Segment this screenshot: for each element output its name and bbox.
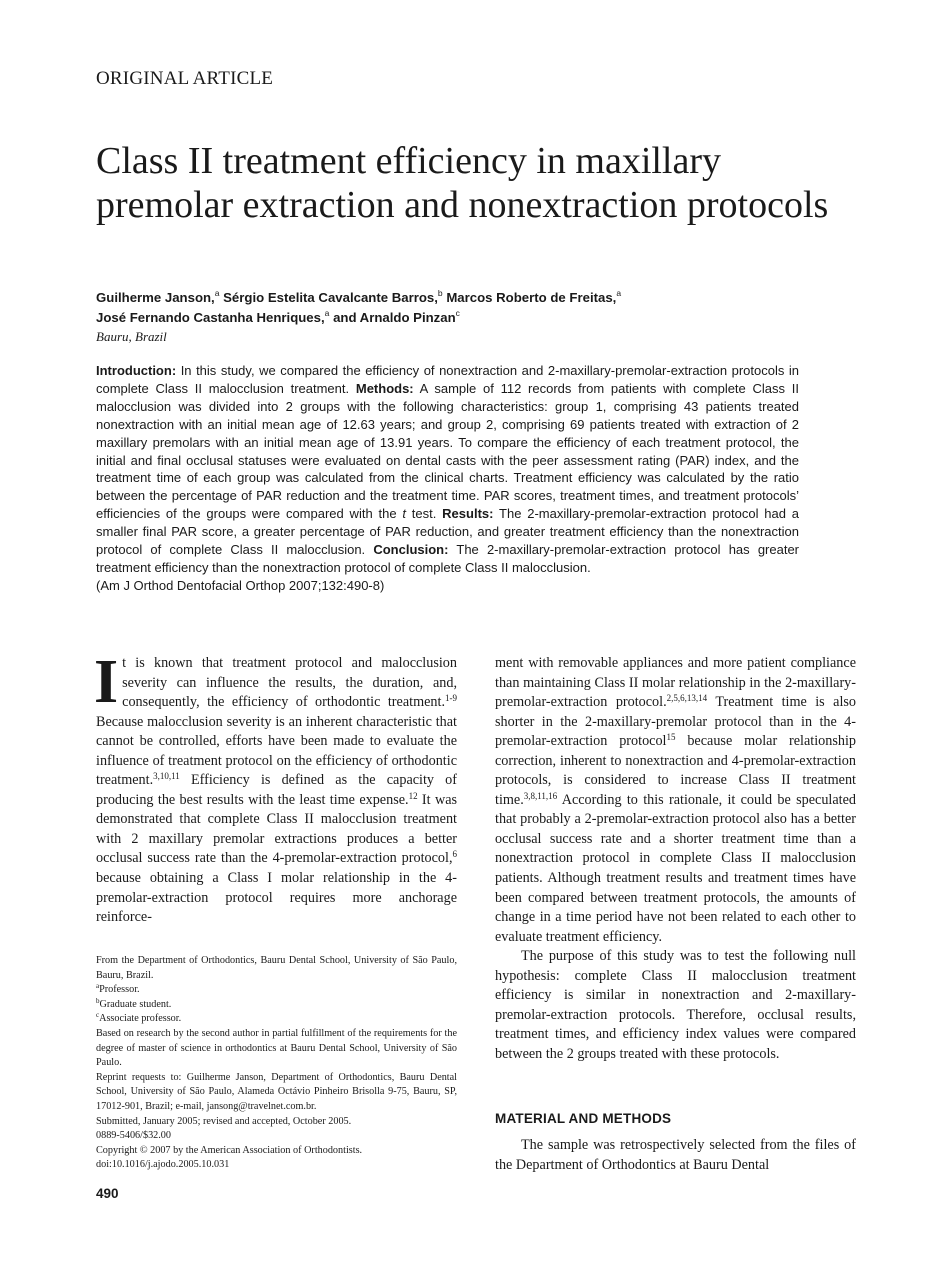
section-label: ORIGINAL ARTICLE [96, 68, 274, 89]
body-text: t is known that treatment protocol and malocclusion severity can influence the results, the duration, and, consequently, the efficiency of orthodontic treatment. [122, 655, 457, 711]
author-name: José Fernando Castanha Henriques, [96, 310, 325, 325]
body-text: ment with removable appliances and more patient compliance than maintaining Class II molar relationship in the 2-maxillary-premolar-extraction protocol. [495, 655, 856, 711]
author-name: Guilherme Janson, [96, 290, 215, 305]
reference-link[interactable]: 15 [666, 732, 676, 743]
footnote-copyright: Copyright © 2007 by the American Association of Orthodontists. [96, 1144, 363, 1156]
affiliation-mark: a [214, 288, 220, 298]
body-text: Efficiency is defined as the capacity of producing the best results with the least time expense. [96, 772, 457, 808]
footnote-mark: a [96, 982, 100, 991]
reference-link[interactable]: 2,5,6,13,14 [666, 693, 708, 704]
body-text: According to this rationale, it could be speculated that probably a 2-premolar-extraction protocol also has a better occlusal success rate and a shorter treatment time than a nonextraction protocol in complete Class II malocclusion patients. Although treatment results and treatment times have been compared between treatment protocols, the amounts of change in a time period have not been related to each other to evaluate treatment efficiency. [495, 791, 856, 945]
reference-link[interactable]: 3,10,11 [153, 771, 180, 782]
abstract-methods-text-end: test. [405, 506, 443, 522]
footnote-mark: b [96, 996, 100, 1005]
body-text: It was demonstrated that complete Class II malocclusion treatment with 2 maxillary premolar extractions produces a better occlusal success rate than the 4-premolar-extraction protocol, [96, 791, 458, 867]
article-title: Class II treatment efficiency in maxillary premolar extraction and nonextraction protocols [96, 140, 829, 226]
abstract-citation: (Am J Orthod Dentofacial Orthop 2007;132:490-8) [96, 577, 385, 593]
reference-link[interactable]: 3,8,11,16 [523, 790, 558, 801]
footnote-text: Associate professor. [99, 1013, 182, 1025]
author-name: Marcos Roberto de Freitas, [446, 290, 617, 305]
intro-paragraph [94, 648, 458, 928]
footnote-doi[interactable]: doi:10.1016/j.ajodo.2005.10.031 [96, 1159, 230, 1171]
footnote-text: Professor. [99, 984, 140, 996]
abstract-intro-label: Introduction: [96, 363, 177, 378]
reference-link[interactable]: 6 [452, 849, 457, 860]
drop-cap: I [94, 648, 119, 716]
footnote-reprint: Reprint requests to: Guilherme Janson, Department of Orthodontics, Bauru Dental School, University of São Paulo, Alameda Octávio Pinheiro Brisolla 9-75, Bauru, SP, 17012-901, Brazil; e-mail, jansong@travelnet.com.br. [96, 1071, 457, 1112]
footnote-b [96, 998, 457, 1013]
footnote-mark: c [96, 1011, 100, 1020]
abstract-methods-label: Methods: [355, 380, 414, 396]
affiliation-mark: b [437, 288, 443, 298]
abstract-methods-text: A sample of 112 records from patients with complete Class II malocclusion was divided into 2 groups with the following characteristics: group 1, comprising 43 patients treated nonextraction with an initial mean age of 12.63 years; and group 2, comprising 69 patients treated with extraction of 2 maxillary premolars with an initial mean age of 13.91 years. To compare the efficiency of each treatment protocol, the initial and final occlusal statuses were evaluated on dental casts with the peer assessment rating (PAR) index, and the treatment time of each group was calculated from the clinical charts. Treatment efficiency was calculated by the ratio between the percentage of PAR reduction and the treatment time. PAR scores, treatment times, and treatment protocols’ efficiencies of the groups were compared with the [96, 380, 799, 522]
methods-paragraph: The sample was retrospectively selected from the files of the Department of Orthodontics at Bauru Dental [495, 1137, 856, 1173]
reference-link[interactable]: 12 [408, 790, 418, 801]
footnote-department: From the Department of Orthodontics, Bauru Dental School, University of São Paulo, Bauru, Brazil. [96, 955, 457, 981]
abstract-results-label: Results: [442, 506, 494, 522]
author-affiliation: Bauru, Brazil [96, 329, 167, 344]
body-text: Because malocclusion severity is an inherent characteristic that cannot be controlled, efforts have been made to evaluate the influence of treatment protocol on the efficiency of orthodontic treatment. [96, 713, 457, 789]
body-column-left [94, 648, 458, 928]
abstract-intro-text: In this study, we compared the efficiency of nonextraction and 2-maxillary-premolar-extraction protocols in complete Class II malocclusion treatment. [96, 363, 799, 396]
body-text: Treatment time is also shorter in the 2-maxillary-premolar protocol than in the 4-premolar-extraction protocol [495, 694, 857, 750]
author-name: Sérgio Estelita Cavalcante Barros, [223, 290, 438, 305]
abstract [96, 362, 799, 595]
body-text: because obtaining a Class I molar relationship in the 4-premolar-extraction protocol requires more anchorage reinforce- [96, 870, 457, 926]
abstract-results-text: The 2-maxillary-premolar-extraction protocol had a smaller final PAR score, a greater percentage of PAR reduction, and greater treatment efficiency than the nonextraction protocol of complete Class II malocclusion. [96, 506, 799, 558]
footnote-text: Graduate student. [99, 998, 172, 1010]
affiliation-mark: c [455, 308, 460, 318]
footnote-c [96, 1012, 457, 1027]
page-number: 490 [96, 1186, 119, 1201]
author-name: and Arnaldo Pinzan [333, 310, 456, 325]
purpose-paragraph: The purpose of this study was to test the following null hypothesis: complete Class II malocclusion treatment efficiency is similar in nonextraction and 2-maxillary-premolar-extraction protocols. Therefore, occlusal results, treatment times, and efficiency index values were compared between the 2 groups treated with these protocols. [495, 948, 856, 1062]
author-list [96, 288, 856, 328]
footnote-issn: 0889-5406/$32.00 [96, 1130, 171, 1142]
footnote-based-on: Based on research by the second author in partial fulfillment of the requirements for the degree of master of science in orthodontics at Bauru Dental School, University of São Paulo. [96, 1027, 457, 1069]
affiliation-mark: a [616, 288, 622, 298]
body-paragraph [495, 654, 856, 947]
section-heading: MATERIAL AND METHODS [495, 1111, 672, 1126]
abstract-conclusion-text: The 2-maxillary-premolar-extraction protocol has greater treatment efficiency than the nonextraction protocol of complete Class II malocclusion. [96, 542, 800, 575]
reference-link[interactable]: 1-9 [445, 693, 457, 704]
abstract-t-italic: t [402, 506, 406, 522]
body-text: because molar relationship correction, inherent to nonextraction and 4-premolar-extraction protocols, is considered to increase Class II treatment time. [495, 733, 856, 808]
footnotes [96, 954, 457, 1173]
footnote-a [96, 983, 457, 998]
footnote-submitted: Submitted, January 2005; revised and accepted, October 2005. [96, 1115, 352, 1127]
body-column-right [495, 654, 856, 1064]
abstract-conclusion-label: Conclusion: [373, 542, 449, 558]
affiliation-mark: a [324, 308, 330, 318]
